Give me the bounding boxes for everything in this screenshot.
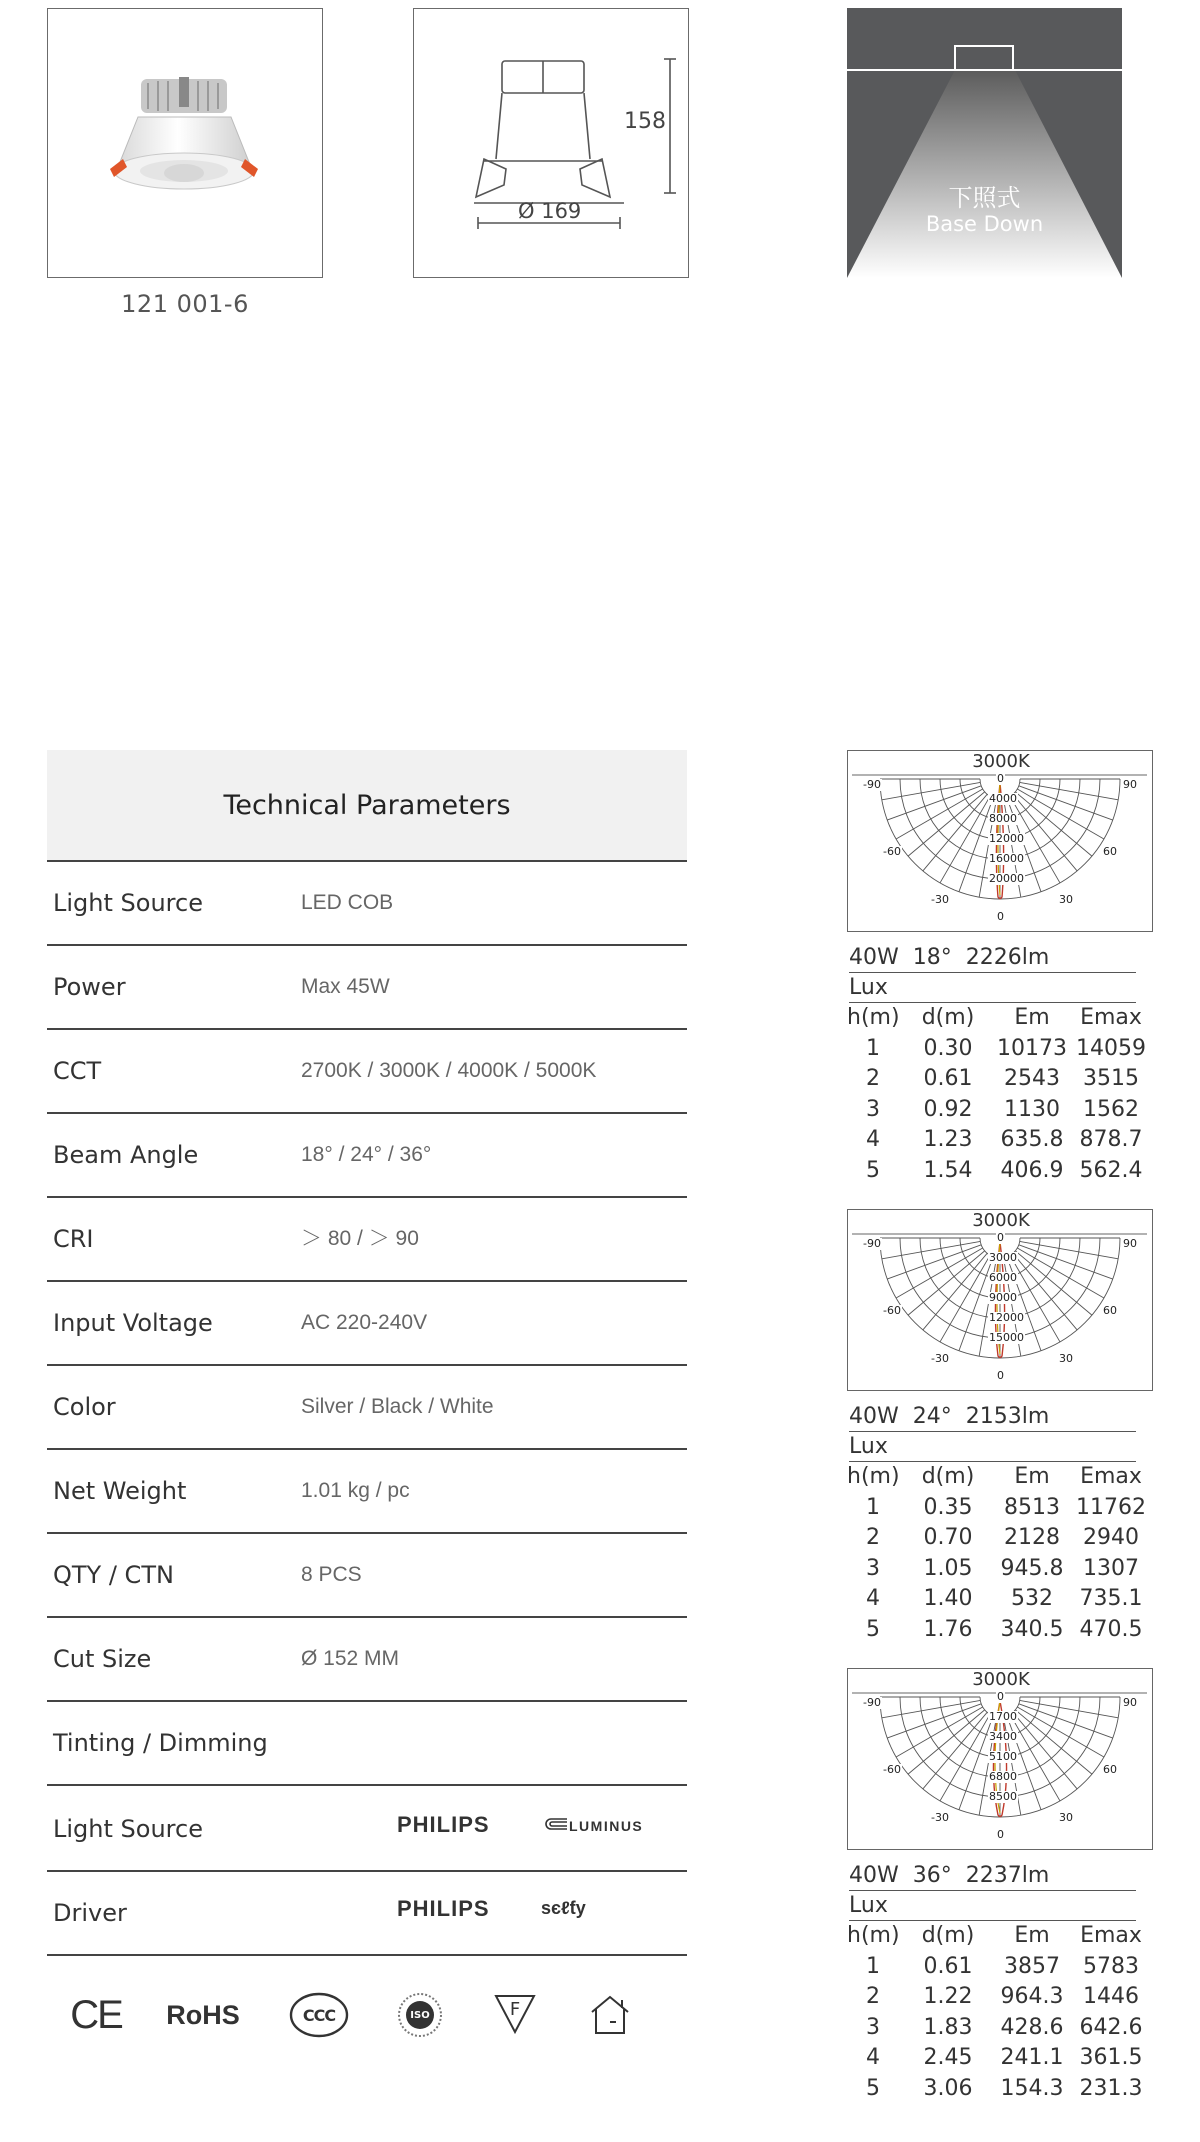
illuminance-table [847,1005,1153,1188]
param-row-cut-size [47,1618,687,1702]
polar-angle-label: -90 [863,1696,881,1709]
ccc-mark-icon: CCC [288,1985,350,2045]
param-label: CRI [53,1225,94,1253]
param-label: CCT [53,1057,102,1085]
table-cell: h(m) [847,1923,900,1948]
table-cell: 340.5 [1000,1616,1064,1642]
param-label: Color [53,1393,116,1421]
table-cell: 1130 [1004,1096,1060,1122]
param-row-input-voltage [47,1282,687,1366]
polar-radial-label: 12000 [989,1311,1024,1324]
polar-angle-label: 90 [1123,778,1137,791]
diameter-dimension: Ø 169 [518,199,582,223]
param-row-light-source [47,862,687,946]
param-value: 2700K / 3000K / 4000K / 5000K [301,1059,597,1082]
brand-row-label: Driver [53,1899,127,1927]
table-cell: 5 [866,1157,880,1183]
table-cell: 1 [866,1953,880,1979]
table-header-row [847,1464,1153,1495]
luminus-mark-icon [541,1816,569,1836]
table-row [847,1066,1153,1097]
param-value: LED COB [301,891,394,914]
param-value: Max 45W [301,975,390,998]
table-cell: Em [1014,1923,1050,1948]
mounting-diagram [847,8,1122,278]
polar-radial-label: 3000 [989,1251,1017,1264]
table-cell: 10173 [997,1035,1067,1061]
photometric-block [847,1209,1153,1649]
polar-radial-label: 9000 [989,1291,1017,1304]
table-cell: 3857 [1004,1953,1060,1979]
table-cell: 2.45 [923,2045,973,2070]
table-cell: d(m) [921,1005,975,1030]
polar-angle-label: -30 [931,1811,949,1824]
ce-mark-icon: CE [70,1992,122,2037]
table-cell: 2 [866,1525,880,1550]
table-cell: 1.54 [923,1157,973,1183]
rohs-mark-icon: RoHS [166,1999,240,2030]
table-cell: 735.1 [1079,1586,1143,1611]
table-cell: 406.9 [1000,1157,1064,1183]
table-header-row [847,1923,1153,1954]
param-label: Beam Angle [53,1141,199,1169]
illuminance-table [847,1464,1153,1647]
param-value: Ø 152 MM [301,1647,400,1670]
polar-cct-label: 3000K [972,1210,1030,1231]
table-row [847,1097,1153,1128]
param-label: Power [53,973,126,1001]
photometric-unit: Lux [849,974,1136,1003]
param-value: AC 220-240V [301,1311,428,1334]
philips-logo: PHILIPS [397,1812,490,1837]
param-row-tinting-dimming [47,1702,687,1786]
polar-angle-label: 30 [1059,1352,1073,1365]
table-row [847,1617,1153,1648]
photometric-unit: Lux [849,1892,1136,1921]
polar-angle-label: 90 [1123,1237,1137,1250]
table-cell: 4 [866,2045,880,2070]
table-cell: Emax [1080,1464,1142,1489]
table-cell: 470.5 [1079,1616,1143,1642]
table-row [847,1495,1153,1526]
table-cell: 1.22 [923,1984,973,2009]
table-cell: 3515 [1083,1066,1139,1091]
param-label: Input Voltage [53,1309,213,1337]
table-cell: Emax [1080,1005,1142,1030]
table-cell: 964.3 [1000,1984,1064,2009]
table-row [847,1954,1153,1985]
mounting-label-en: Base Down [925,212,1044,236]
table-cell: 878.7 [1079,1127,1143,1152]
polar-angle-label: -60 [883,845,901,858]
polar-radial-label: 0 [997,772,1004,785]
table-cell: 154.3 [1000,2075,1064,2101]
param-row-cct [47,1030,687,1114]
table-cell: 8513 [1004,1494,1060,1520]
table-cell: d(m) [921,1464,975,1489]
f-mark-icon: F [490,1985,540,2045]
table-cell: 5 [866,2075,880,2101]
tech-params-title: Technical Parameters [47,750,687,862]
polar-angle-label: 60 [1103,1304,1117,1317]
polar-radial-label: 0 [997,1231,1004,1244]
table-cell: 642.6 [1079,2014,1143,2040]
downlight-photo-icon [48,9,321,276]
table-cell: 532 [1011,1586,1053,1611]
param-value: 18° / 24° / 36° [301,1143,432,1166]
table-cell: 361.5 [1079,2045,1143,2070]
table-cell: 0.92 [923,1096,973,1122]
table-cell: 2543 [1004,1066,1060,1091]
photometric-spec: 40W 24° 2153lm [849,1403,1136,1432]
param-label: QTY / CTN [53,1561,174,1589]
polar-radial-label: 0 [997,1828,1004,1841]
polar-radial-label: 6000 [989,1271,1017,1284]
polar-angle-label: 90 [1123,1696,1137,1709]
param-row-net-weight [47,1450,687,1534]
polar-angle-label: 30 [1059,1811,1073,1824]
table-cell: 635.8 [1000,1127,1064,1152]
table-cell: 1.83 [923,2014,973,2040]
photometric-block [847,1668,1153,2108]
polar-cct-label: 3000K [972,1669,1030,1690]
table-cell: 1446 [1083,1984,1139,2009]
polar-radial-label: 8500 [989,1790,1017,1803]
dimension-drawing-icon [414,9,687,276]
philips-logo: PHILIPS [397,1896,490,1921]
polar-radial-label: 6800 [989,1770,1017,1783]
polar-angle-label: -90 [863,778,881,791]
table-row [847,2076,1153,2107]
table-cell: 2940 [1083,1525,1139,1550]
table-row [847,1158,1153,1189]
polar-radial-label: 5100 [989,1750,1017,1763]
base-down-diagram-icon [847,8,1122,278]
table-cell: 945.8 [1000,1555,1064,1581]
table-header-row [847,1005,1153,1036]
param-row-qty-ctn [47,1534,687,1618]
table-cell: 2 [866,1066,880,1091]
table-cell: 1307 [1083,1555,1139,1581]
height-dimension: 158 [624,109,666,134]
polar-angle-label: -30 [931,1352,949,1365]
polar-radial-label: 1700 [989,1710,1017,1723]
polar-radial-label: 0 [997,910,1004,923]
table-cell: 1.05 [923,1555,973,1581]
polar-radial-label: 3400 [989,1730,1017,1743]
table-cell: 241.1 [1000,2045,1064,2070]
polar-angle-label: -60 [883,1763,901,1776]
photometric-block [847,750,1153,1190]
table-cell: 1.23 [923,1127,973,1152]
polar-diagram [847,1668,1153,1850]
table-cell: 1.40 [923,1586,973,1611]
table-row [847,1127,1153,1158]
polar-angle-label: -30 [931,893,949,906]
param-value: Silver / Black / White [301,1395,494,1418]
table-row [847,1556,1153,1587]
table-cell: Em [1014,1005,1050,1030]
polar-radial-label: 16000 [989,852,1024,865]
brand-row-light-source [47,1788,687,1872]
param-row-color [47,1366,687,1450]
table-row [847,2045,1153,2076]
table-cell: 1.76 [923,1616,973,1642]
table-row [847,2015,1153,2046]
table-cell: 3 [866,1096,880,1122]
table-row [847,1984,1153,2015]
photometric-spec: 40W 36° 2237lm [849,1862,1136,1891]
param-row-beam-angle [47,1114,687,1198]
table-cell: 428.6 [1000,2014,1064,2040]
table-cell: 1 [866,1035,880,1061]
polar-radial-label: 4000 [989,792,1017,805]
polar-radial-label: 8000 [989,812,1017,825]
table-cell: 0.35 [923,1494,973,1520]
table-cell: 3 [866,1555,880,1581]
param-value: ＞ 80 / ＞ 90 [301,1227,419,1250]
product-photo-frame [47,8,323,278]
table-cell: 4 [866,1127,880,1152]
indoor-use-icon [585,1985,635,2045]
param-value: 1.01 kg / pc [301,1479,410,1502]
table-cell: 2 [866,1984,880,2009]
table-cell: 2128 [1004,1525,1060,1550]
polar-radial-label: 20000 [989,872,1024,885]
photometric-spec: 40W 18° 2226lm [849,944,1136,973]
param-label: Net Weight [53,1477,187,1505]
table-row [847,1036,1153,1067]
polar-angle-label: 30 [1059,893,1073,906]
polar-diagram [847,750,1153,932]
polar-angle-label: -60 [883,1304,901,1317]
table-cell: Emax [1080,1923,1142,1948]
dimension-drawing-frame [413,8,689,278]
table-cell: h(m) [847,1005,900,1030]
table-row [847,1586,1153,1617]
illuminance-table [847,1923,1153,2106]
param-row-power [47,946,687,1030]
table-cell: 231.3 [1079,2075,1143,2101]
brand-row-label: Light Source [53,1815,203,1843]
polar-cct-label: 3000K [972,751,1030,772]
product-code: 121 001-6 [121,290,249,318]
table-cell: h(m) [847,1464,900,1489]
table-cell: 14059 [1076,1035,1146,1061]
table-cell: 3 [866,2014,880,2040]
polar-radial-label: 15000 [989,1331,1024,1344]
luminus-logo: LUMINUS [569,1818,644,1834]
table-cell: 11762 [1076,1494,1146,1520]
table-row [847,1525,1153,1556]
polar-angle-label: 60 [1103,845,1117,858]
table-cell: 0.61 [923,1953,973,1979]
table-cell: 0.61 [923,1066,973,1091]
table-cell: 4 [866,1586,880,1611]
polar-angle-label: -90 [863,1237,881,1250]
param-label: Light Source [53,889,203,917]
table-cell: Em [1014,1464,1050,1489]
table-cell: 562.4 [1079,1157,1143,1183]
table-cell: 5783 [1083,1953,1139,1979]
brand-row-driver [47,1872,687,1956]
table-cell: 1562 [1083,1096,1139,1122]
polar-radial-label: 0 [997,1690,1004,1703]
param-label: Cut Size [53,1645,152,1673]
table-cell: d(m) [921,1923,975,1948]
param-row-cri [47,1198,687,1282]
table-cell: 5 [866,1616,880,1642]
driver-brand-logo: sєℓƭy [541,1898,586,1918]
polar-diagram [847,1209,1153,1391]
polar-radial-label: 0 [997,1369,1004,1382]
table-cell: 3.06 [923,2075,973,2101]
iso-mark-icon: ISO [396,1985,444,2045]
mounting-label-cn: 下照式 [948,184,1021,212]
photometric-unit: Lux [849,1433,1136,1462]
polar-radial-label: 12000 [989,832,1024,845]
param-value: 8 PCS [301,1563,362,1586]
table-cell: 1 [866,1494,880,1520]
param-label: Tinting / Dimming [53,1729,268,1757]
table-cell: 0.70 [923,1525,973,1550]
polar-angle-label: 60 [1103,1763,1117,1776]
table-cell: 0.30 [923,1035,973,1061]
